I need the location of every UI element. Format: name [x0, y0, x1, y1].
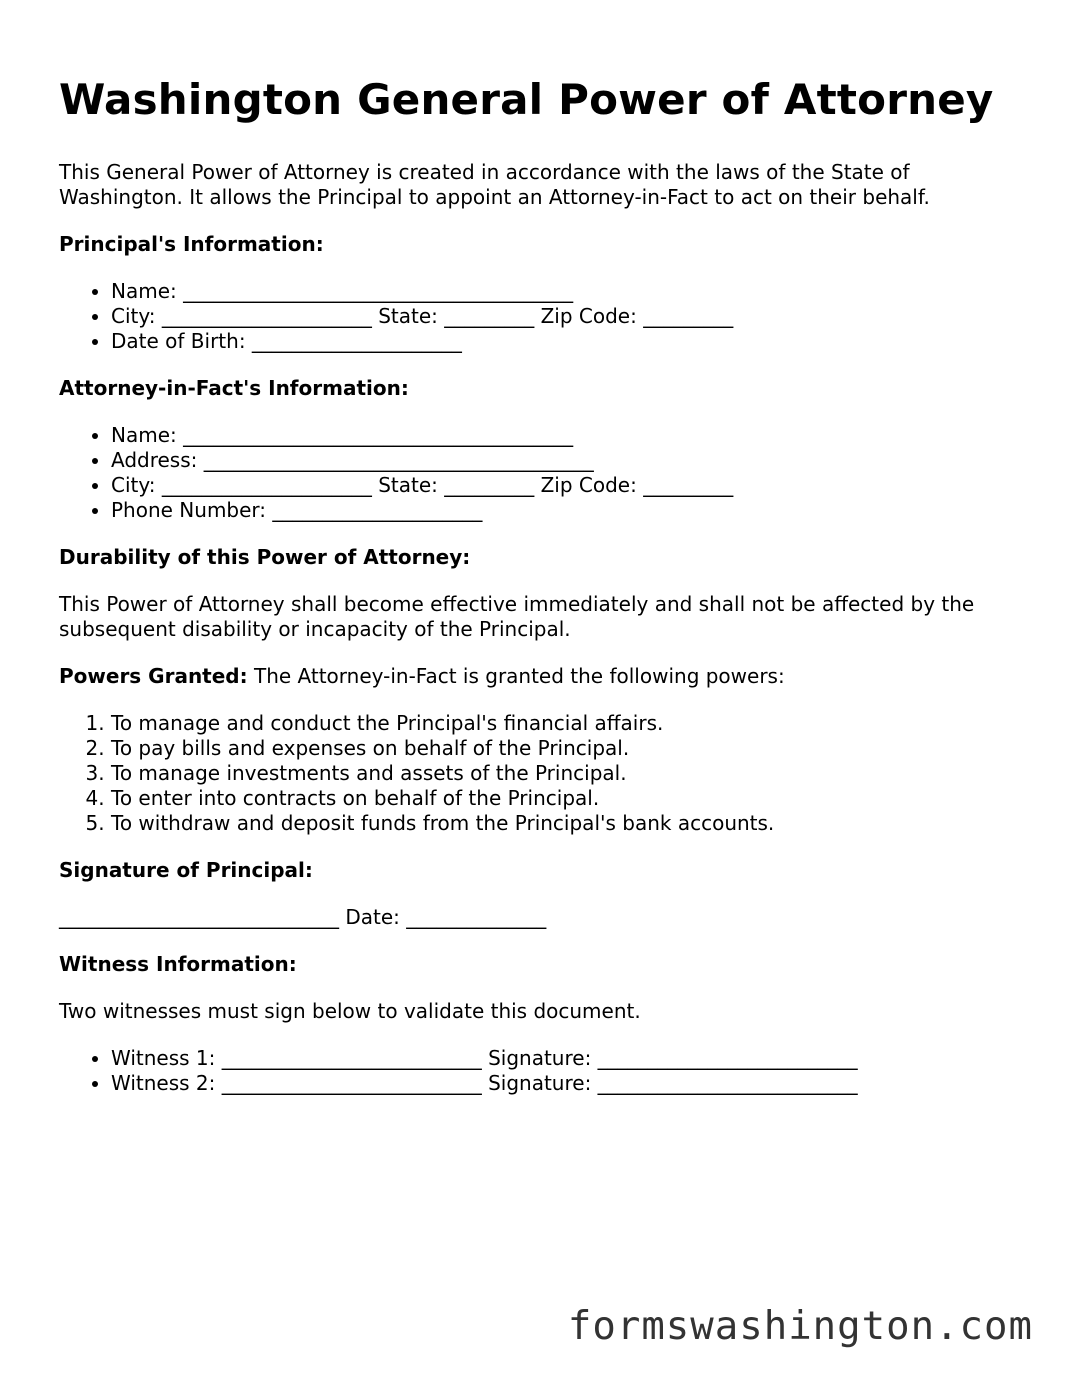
principal-city-state-zip-field: • City: _____________________ State: _________ Zip Code: _________ — [111, 304, 1019, 329]
power-item: 2. To pay bills and expenses on behalf of the Principal. — [111, 736, 1019, 761]
attorney-phone-field: • Phone Number: _____________________ — [111, 498, 1019, 523]
witness-instructions: Two witnesses must sign below to validate this document. — [59, 999, 641, 1023]
powers-intro — [59, 664, 1019, 689]
witness-list — [59, 1046, 1019, 1096]
power-item: 5. To withdraw and deposit funds from the Principal's bank accounts. — [111, 811, 1019, 836]
attorney-fields-list — [59, 423, 1019, 523]
attorney-heading: Attorney-in-Fact's Information: — [59, 376, 409, 400]
watermark: formswashington.com — [567, 1304, 1033, 1349]
intro-paragraph: This General Power of Attorney is created in accordance with the laws of the State of Washington. It allows the Principal to appoint an Attorney-in-Fact to act on their behalf. — [59, 160, 930, 209]
power-item: 3. To manage investments and assets of the Principal. — [111, 761, 1019, 786]
principal-heading: Principal's Information: — [59, 232, 324, 256]
durability-heading: Durability of this Power of Attorney: — [59, 545, 471, 569]
power-item: 1. To manage and conduct the Principal's financial affairs. — [111, 711, 1019, 736]
document-page — [59, 70, 1019, 1118]
powers-list — [59, 711, 1019, 836]
signature-heading: Signature of Principal: — [59, 858, 313, 882]
principal-name-field: • Name: _______________________________________ — [111, 279, 1019, 304]
power-item: 4. To enter into contracts on behalf of the Principal. — [111, 786, 1019, 811]
powers-intro-text: The Attorney-in-Fact is granted the following powers: — [247, 664, 785, 688]
signature-date-line: ____________________________ Date: ______________ — [59, 905, 547, 929]
principal-dob-field: • Date of Birth: _____________________ — [111, 329, 1019, 354]
attorney-city-state-zip-field: • City: _____________________ State: _________ Zip Code: _________ — [111, 473, 1019, 498]
principal-fields-list — [59, 279, 1019, 354]
attorney-name-field: • Name: _______________________________________ — [111, 423, 1019, 448]
witness-2-field: • Witness 2: __________________________ Signature: __________________________ — [111, 1071, 1019, 1096]
powers-label: Powers Granted: — [59, 664, 248, 688]
witness-1-field: • Witness 1: __________________________ Signature: __________________________ — [111, 1046, 1019, 1071]
attorney-address-field: • Address: _______________________________________ — [111, 448, 1019, 473]
durability-paragraph: This Power of Attorney shall become effective immediately and shall not be affected by the subsequent disability or incapacity of the Principal. — [59, 592, 975, 641]
page-title: Washington General Power of Attorney — [59, 75, 994, 124]
witness-heading: Witness Information: — [59, 952, 297, 976]
